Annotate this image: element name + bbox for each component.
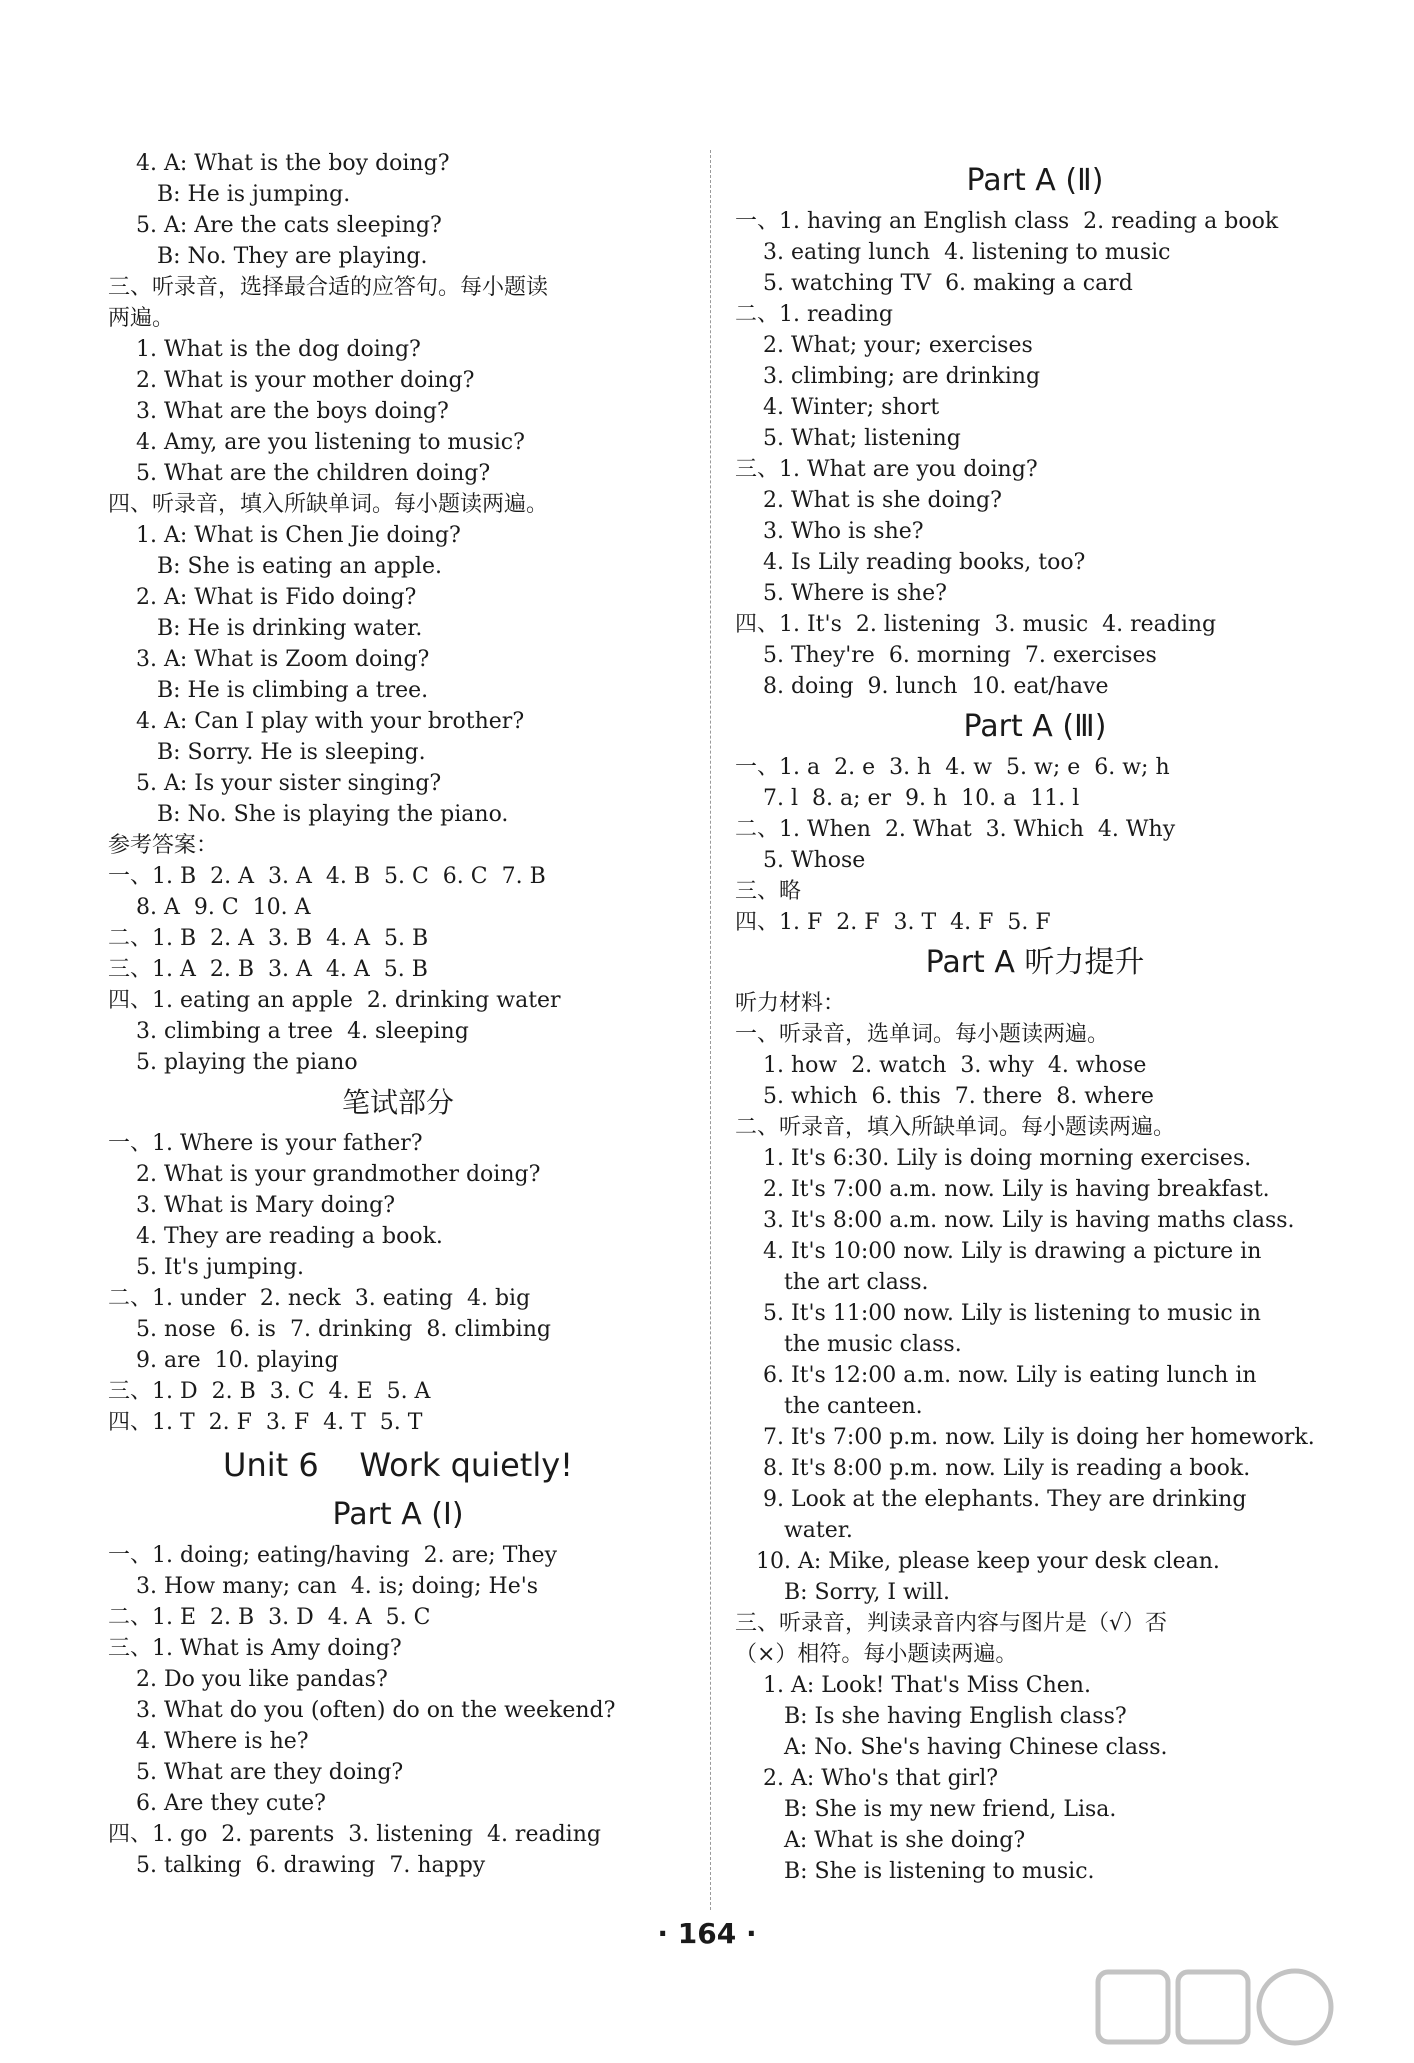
text-line: 5. It's jumping. — [108, 1255, 305, 1280]
text-line: 四、1. go 2. parents 3. listening 4. reading — [108, 1822, 601, 1847]
text-line: 8. It's 8:00 p.m. now. Lily is reading a book. — [735, 1456, 1251, 1481]
text-line: 6. Are they cute? — [108, 1791, 326, 1816]
text-line: 2. What is your grandmother doing? — [108, 1162, 541, 1187]
text-line: 4. It's 10:00 now. Lily is drawing a picture in — [735, 1239, 1262, 1264]
text-line: （×）相符。每小题读两遍。 — [735, 1642, 1018, 1667]
text-line: 四、1. eating an apple 2. drinking water — [108, 988, 561, 1013]
text-line: 5. talking 6. drawing 7. happy — [108, 1853, 486, 1878]
section-heading: Part A 听力提升 — [925, 945, 1145, 980]
text-line: 4. A: Can I play with your brother? — [108, 709, 525, 734]
text-line: 5. watching TV 6. making a card — [735, 271, 1133, 296]
text-line: 1. A: What is Chen Jie doing? — [108, 523, 461, 548]
left-column — [108, 148, 688, 1881]
text-line: B: Sorry. He is sleeping. — [108, 740, 426, 765]
text-line: 四、听录音，填入所缺单词。每小题读两遍。 — [108, 492, 549, 517]
section-heading: Part A (Ⅱ) — [966, 163, 1104, 198]
text-line: B: Sorry, I will. — [735, 1580, 950, 1605]
text-line: 5. Whose — [735, 848, 866, 873]
text-line: 3. Who is she? — [735, 519, 924, 544]
text-line: water. — [735, 1518, 853, 1543]
text-line: 3. A: What is Zoom doing? — [108, 647, 430, 672]
text-line: 6. It's 12:00 a.m. now. Lily is eating lunch in — [735, 1363, 1257, 1388]
text-line: B: No. They are playing. — [108, 244, 428, 269]
text-line: 5. It's 11:00 now. Lily is listening to music in — [735, 1301, 1261, 1326]
text-line: 二、1. reading — [735, 302, 894, 327]
column-divider — [710, 150, 711, 1910]
text-line: 8. A 9. C 10. A — [108, 895, 311, 920]
text-line: 5. They're 6. morning 7. exercises — [735, 643, 1157, 668]
text-line: 1. What is the dog doing? — [108, 337, 421, 362]
text-line: B: He is climbing a tree. — [108, 678, 429, 703]
text-line: 3. eating lunch 4. listening to music — [735, 240, 1171, 265]
text-line: 一、1. doing; eating/having 2. are; They — [108, 1543, 558, 1568]
text-line: 5. What are they doing? — [108, 1760, 404, 1785]
text-line: 三、略 — [735, 879, 802, 904]
text-line: 4. A: What is the boy doing? — [108, 151, 450, 176]
text-line: 两遍。 — [108, 306, 175, 331]
text-line: B: Is she having English class? — [735, 1704, 1127, 1729]
text-line: 2. What is she doing? — [735, 488, 1002, 513]
text-line: 4. Amy, are you listening to music? — [108, 430, 525, 455]
text-line: B: He is drinking water. — [108, 616, 423, 641]
text-line: 4. They are reading a book. — [108, 1224, 443, 1249]
text-line: 4. Is Lily reading books, too? — [735, 550, 1086, 575]
text-line: 2. Do you like pandas? — [108, 1667, 388, 1692]
text-line: A: No. She's having Chinese class. — [735, 1735, 1168, 1760]
text-line: 二、听录音，填入所缺单词。每小题读两遍。 — [735, 1115, 1176, 1140]
section-heading: 笔试部分 — [341, 1086, 454, 1119]
text-line: 2. It's 7:00 a.m. now. Lily is having breakfast. — [735, 1177, 1270, 1202]
watermark-logo — [1090, 1964, 1390, 2054]
text-line: 三、1. A 2. B 3. A 4. A 5. B — [108, 957, 428, 982]
text-line: 3. It's 8:00 a.m. now. Lily is having maths class. — [735, 1208, 1295, 1233]
text-line: 3. What are the boys doing? — [108, 399, 449, 424]
text-line: 二、1. When 2. What 3. Which 4. Why — [735, 817, 1176, 842]
text-line: 2. A: Who's that girl? — [735, 1766, 999, 1791]
text-line: 3. How many; can 4. is; doing; He's — [108, 1574, 539, 1599]
text-line: 3. What do you (often) do on the weekend? — [108, 1698, 616, 1723]
text-line: 一、1. B 2. A 3. A 4. B 5. C 6. C 7. B — [108, 864, 546, 889]
text-line: B: No. She is playing the piano. — [108, 802, 509, 827]
text-line: 1. It's 6:30. Lily is doing morning exercises. — [735, 1146, 1252, 1171]
text-line: 2. What is your mother doing? — [108, 368, 475, 393]
text-line: 三、1. What are you doing? — [735, 457, 1038, 482]
text-line: 7. l 8. a; er 9. h 10. a 11. l — [735, 786, 1080, 811]
text-line: 1. how 2. watch 3. why 4. whose — [735, 1053, 1147, 1078]
text-line: 5. What are the children doing? — [108, 461, 491, 486]
text-line: 5. which 6. this 7. there 8. where — [735, 1084, 1154, 1109]
text-line: 2. A: What is Fido doing? — [108, 585, 417, 610]
text-line: 一、1. Where is your father? — [108, 1131, 423, 1156]
text-line: B: She is listening to music. — [735, 1859, 1095, 1884]
text-line: 5. A: Is your sister singing? — [108, 771, 442, 796]
section-heading: Part A (Ⅰ) — [332, 1497, 464, 1532]
watermark-seal-icon — [1090, 1964, 1390, 2054]
text-line: B: She is my new friend, Lisa. — [735, 1797, 1117, 1822]
text-line: 二、1. B 2. A 3. B 4. A 5. B — [108, 926, 429, 951]
text-line: 10. A: Mike, please keep your desk clean. — [735, 1549, 1220, 1574]
text-line: 7. It's 7:00 p.m. now. Lily is doing her homework. — [735, 1425, 1315, 1450]
text-line: 1. A: Look! That's Miss Chen. — [735, 1673, 1091, 1698]
right-column — [735, 156, 1335, 1887]
text-line: 听力材料： — [735, 991, 846, 1016]
text-line: 三、1. D 2. B 3. C 4. E 5. A — [108, 1379, 431, 1404]
text-line: 5. nose 6. is 7. drinking 8. climbing — [108, 1317, 551, 1342]
text-line: 参考答案： — [108, 833, 219, 858]
text-line: 4. Winter; short — [735, 395, 940, 420]
text-line: 一、听录音，选单词。每小题读两遍。 — [735, 1022, 1110, 1047]
text-line: 5. A: Are the cats sleeping? — [108, 213, 442, 238]
text-line: 9. Look at the elephants. They are drinking — [735, 1487, 1247, 1512]
text-line: 二、1. E 2. B 3. D 4. A 5. C — [108, 1605, 431, 1630]
unit-title: Unit 6 Work quietly! — [223, 1446, 573, 1484]
text-line: 3. climbing; are drinking — [735, 364, 1041, 389]
text-line: 2. What; your; exercises — [735, 333, 1033, 358]
text-line: A: What is she doing? — [735, 1828, 1026, 1853]
text-line: 三、1. What is Amy doing? — [108, 1636, 402, 1661]
text-line: 一、1. having an English class 2. reading a book — [735, 209, 1279, 234]
text-line: the art class. — [735, 1270, 929, 1295]
text-line: 5. What; listening — [735, 426, 961, 451]
text-line: 四、1. It's 2. listening 3. music 4. reading — [735, 612, 1217, 637]
text-line: 二、1. under 2. neck 3. eating 4. big — [108, 1286, 531, 1311]
text-line: 三、听录音，判读录音内容与图片是（√）否 — [735, 1611, 1168, 1636]
text-line: 5. Where is she? — [735, 581, 947, 606]
section-heading: Part A (Ⅲ) — [963, 709, 1107, 744]
text-line: 3. What is Mary doing? — [108, 1193, 395, 1218]
text-line: 4. Where is he? — [108, 1729, 309, 1754]
text-line: 8. doing 9. lunch 10. eat/have — [735, 674, 1109, 699]
text-line: the canteen. — [735, 1394, 923, 1419]
text-line: 四、1. T 2. F 3. F 4. T 5. T — [108, 1410, 423, 1435]
text-line: B: He is jumping. — [108, 182, 351, 207]
text-line: 3. climbing a tree 4. sleeping — [108, 1019, 469, 1044]
text-line: B: She is eating an apple. — [108, 554, 442, 579]
page-number: · 164 · — [657, 1917, 757, 1950]
text-line: 三、听录音，选择最合适的应答句。每小题读 — [108, 275, 549, 300]
text-line: the music class. — [735, 1332, 962, 1357]
text-line: 一、1. a 2. e 3. h 4. w 5. w; e 6. w; h — [735, 755, 1170, 780]
text-line: 9. are 10. playing — [108, 1348, 339, 1373]
text-line: 5. playing the piano — [108, 1050, 358, 1075]
text-line: 四、1. F 2. F 3. T 4. F 5. F — [735, 910, 1051, 935]
